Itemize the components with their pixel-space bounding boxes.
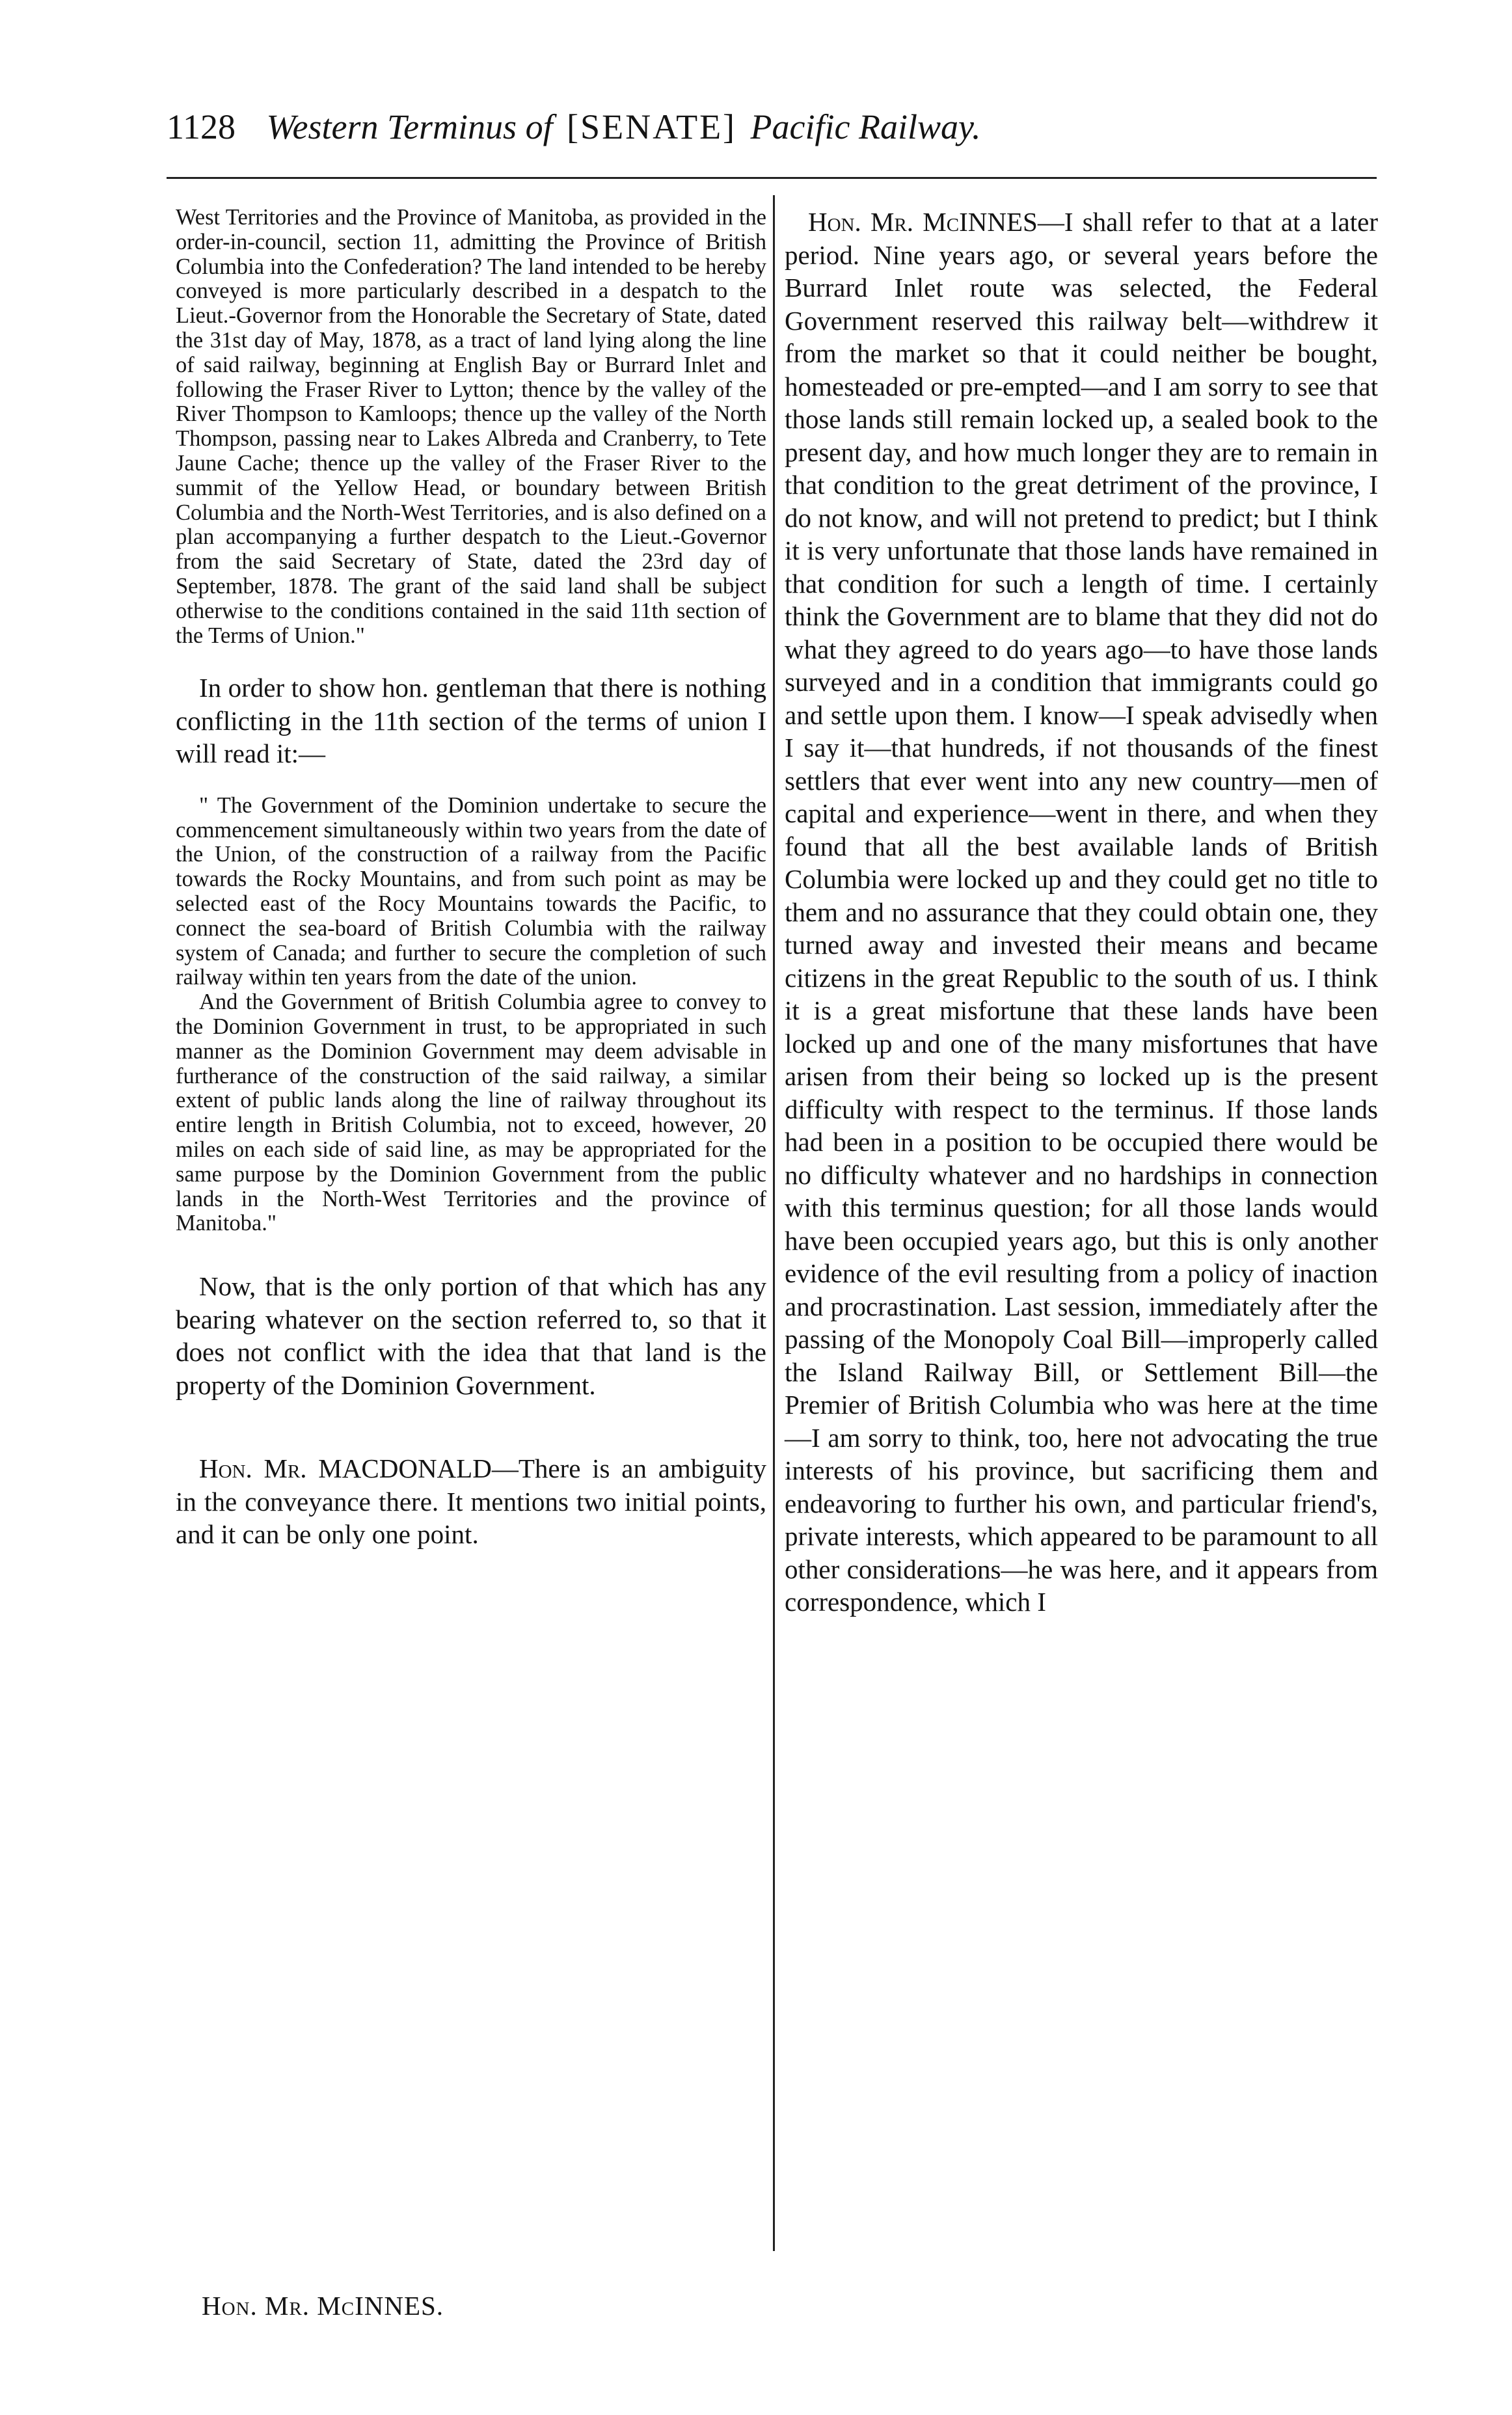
speaker-mcinnes: Hon. Mr. McINNES bbox=[808, 207, 1038, 237]
page-number: 1128 bbox=[167, 107, 236, 146]
running-head bbox=[167, 98, 1377, 156]
right-column bbox=[785, 206, 1378, 1619]
title-left: Western Terminus of bbox=[266, 107, 553, 146]
quoted-terms-of-union-1: " The Government of the Dominion undertake to secure the commencement simultaneously within two years from the date of the Union, of the construction of a railway from the Pacific towards the Rocky Mountains, and from such point as may be selected east of the Rocy Mountains towards the Pacific, to connect the sea-board of British Columbia with the railway system of Canada; and further to secure the completion of such railway within ten years from the date of the union. bbox=[176, 792, 766, 990]
header-rule bbox=[167, 177, 1377, 179]
quoted-order-in-council: West Territories and the Province of Manitoba, as provided in the order-in-council, section 11, admitting the Province of British Columbia into the Confederation? The land intended to be hereby conveyed is more particularly described in a despatch to the Lieut.-Governor from the Honorable the Secretary of State, dated the 31st day of May, 1878, as a tract of land lying along the line of said railway, beginning at English Bay or Burrard Inlet and following the Fraser River to Lytton; thence by the valley of the River Thompson to Kamloops; thence up the valley of the North Thompson, passing near to Lakes Albreda and Cranberry, to Tete Jaune Cache; thence up the valley of the Fraser River to the summit of the Yellow Head, or boundary between British Columbia and the North-West Territories, and is also defined on a plan accompanying a further despatch to the Lieut.-Governor from the said Secretary of State, dated the 23rd day of September, 1878. The grant of the said land shall be subject otherwise to the conditions contained in the said 11th section of the Terms of Union." bbox=[176, 205, 766, 648]
macdonald-remark: —There is an ambiguity in the conveyance there. It mentions two initial points, and it can be only one point. bbox=[176, 1453, 766, 1550]
speaker-macdonald: Hon. Mr. MACDONALD bbox=[199, 1453, 492, 1484]
left-paragraph-3 bbox=[176, 1452, 766, 1551]
footer-speaker: Hon. Mr. McINNES. bbox=[202, 2291, 444, 2321]
left-paragraph-2: Now, that is the only portion of that which has any bearing whatever on the section referred to, so that it does not conflict with the idea that that land is the property of the Dominion Government. bbox=[176, 1271, 766, 1400]
quoted-terms-of-union-2: And the Government of British Columbia agree to convey to the Dominion Government in trust, to be appropriated in such manner as the Dominion Government may deem advisable in furtherance of the construction of the said railway, a similar extent of public lands along the line of railway throughout its entire length in British Columbia, not to exceed, however, 20 miles on each side of said line, as may be appropriated for the same purpose by the Dominion Government from the public lands in the North-West Territories and the province of Manitoba." bbox=[176, 990, 766, 1236]
right-paragraph-1 bbox=[785, 206, 1378, 1619]
left-paragraph-1: In order to show hon. gentleman that there is nothing conflicting in the 11th section of the terms of union I will read it:— bbox=[176, 673, 766, 769]
mcinnes-speech: —I shall refer to that at a later period. Nine years ago, or several years before the Burrard Inlet route was selected, the Federal Government reserved this railway belt—withdrew it from the market so that it could neither be bought, homesteaded or pre-empted—and I am sorry to see that those lands still remain locked up, a sealed book to the present day, and how much longer they are to remain in that condition to the great detriment of the province, I do not know, and will not pretend to predict; but I think it is very unfortunate that those lands have remained in that condition for such a length of time. I certainly think the Government are to blame that they did not do what they agreed to do years ago—to have those lands surveyed and in a condition that immigrants could go and settle upon them. I know—I speak advisedly when I say it—that hundreds, if not thousands of the finest settlers that ever went into any new country—men of capital and experience—went in there, and when they found that all the best available lands of British Columbia were locked up and they could get no title to them and no assurance that they could obtain one, they turned away and invested their means and became citizens in the great Republic to the south of us. I think it is a great misfortune that these lands have been locked up and one of the many misfortunes that have arisen from their being so locked up is the present difficulty with respect to the terminus. If those lands had been in a position to be occupied there would be no difficulty whatever and no hardships in connection with this terminus question; for all those lands would have been occupied years ago, but this is only another evidence of the evil resulting from a policy of inaction and procrastination. Last session, immediately after the passing of the Monopoly Coal Bill—improperly called the Island Railway Bill, or Settlement Bill—the Premier of British Columbia who was here at the time—I am sorry to think, too, here not advocating the true interests of his province, but sacrificing them and endeavoring to further his own, and particular friend's, private interests, which appeared to be paramount to all other considerations—he was here, and it appears from correspondence, which I bbox=[785, 207, 1378, 1617]
column-divider bbox=[773, 195, 775, 2251]
title-right: Pacific Railway. bbox=[750, 107, 981, 146]
left-column bbox=[176, 206, 766, 1551]
chamber-label: [SENATE] bbox=[567, 107, 737, 146]
